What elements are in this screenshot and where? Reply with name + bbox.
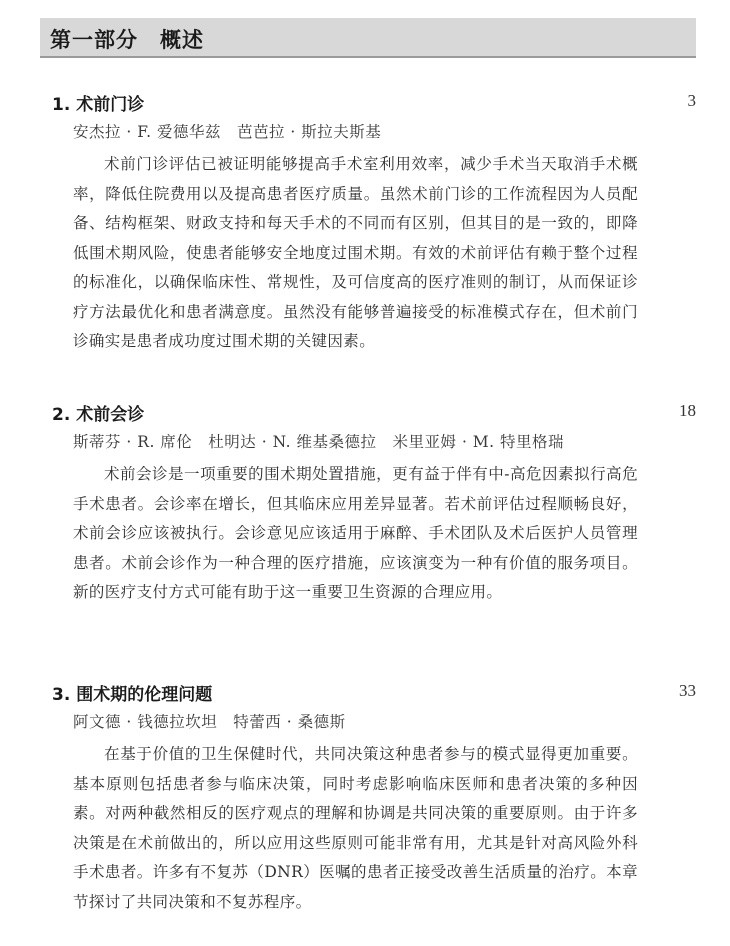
chapter-number: 3.	[52, 685, 71, 705]
chapter-authors: 斯蒂芬 · R. 席伦 杜明达 · N. 维基桑德拉 米里亚姆 · M. 特里格瑞	[73, 433, 565, 451]
part-header	[40, 18, 696, 58]
chapter-page-number[interactable]: 3	[687, 91, 696, 110]
chapter-abstract: 术前门诊评估已被证明能够提高手术室利用效率，减少手术当天取消手术概率，降低住院费用以及提高患者医疗质量。虽然术前门诊的工作流程因为人员配备、结构框架、财政支持和每天手术的不同而有区别，但其目的是一致的，即降低围术期风险，使患者能够安全地度过围术期。有效的术前评估有赖于整个过程的标准化，以确保临床性、常规性，及可信度高的医疗准则的制订，从而保证诊疗方法最优化和患者满意度。虽然没有能够普遍接受的标准模式存在，但术前门诊确实是患者成功度过围术期的关键因素。	[73, 155, 638, 350]
chapter-page-number[interactable]: 33	[679, 681, 696, 700]
chapter-title[interactable]	[52, 680, 212, 705]
chapter-heading	[52, 400, 696, 426]
chapter-page-number[interactable]: 18	[679, 401, 696, 420]
chapter-title[interactable]	[52, 90, 144, 115]
chapter-title[interactable]	[52, 400, 144, 425]
chapter-entry-1	[52, 90, 696, 357]
part-title: 第一部分 概述	[50, 28, 204, 52]
chapter-number: 2.	[52, 405, 71, 425]
chapter-abstract: 术前会诊是一项重要的围术期处置措施，更有益于伴有中-高危因素拟行高危手术患者。会诊率在增长，但其临床应用差异显著。若术前评估过程顺畅良好，术前会诊应该被执行。会诊意见应该适用于麻醉、手术团队及术后医护人员管理患者。术前会诊作为一种合理的医疗措施，应该演变为一种有价值的服务项目。新的医疗支付方式可能有助于这一重要卫生资源的合理应用。	[73, 465, 638, 601]
chapter-title-text: 术前会诊	[76, 405, 145, 425]
chapter-number: 1.	[52, 95, 71, 115]
chapter-heading	[52, 680, 696, 706]
chapter-title-text: 围术期的伦理问题	[76, 685, 213, 705]
chapter-authors: 安杰拉 · F. 爱德华兹 芭芭拉 · 斯拉夫斯基	[73, 123, 382, 141]
chapter-entry-2	[52, 400, 696, 608]
chapter-abstract: 在基于价值的卫生保健时代，共同决策这种患者参与的模式显得更加重要。基本原则包括患者参与临床决策，同时考虑影响临床医师和患者决策的多种因素。对两种截然相反的医疗观点的理解和协调是共同决策的重要原则。由于许多决策是在术前做出的，所以应用这些原则可能非常有用，尤其是针对高风险外科手术患者。许多有不复苏（DNR）医嘱的患者正接受改善生活质量的治疗。本章节探讨了共同决策和不复苏程序。	[73, 745, 638, 911]
chapter-entry-3	[52, 680, 696, 917]
chapter-authors: 阿文德 · 钱德拉坎坦 特蕾西 · 桑德斯	[73, 713, 346, 731]
chapter-title-text: 术前门诊	[76, 95, 145, 115]
chapter-heading	[52, 90, 696, 116]
